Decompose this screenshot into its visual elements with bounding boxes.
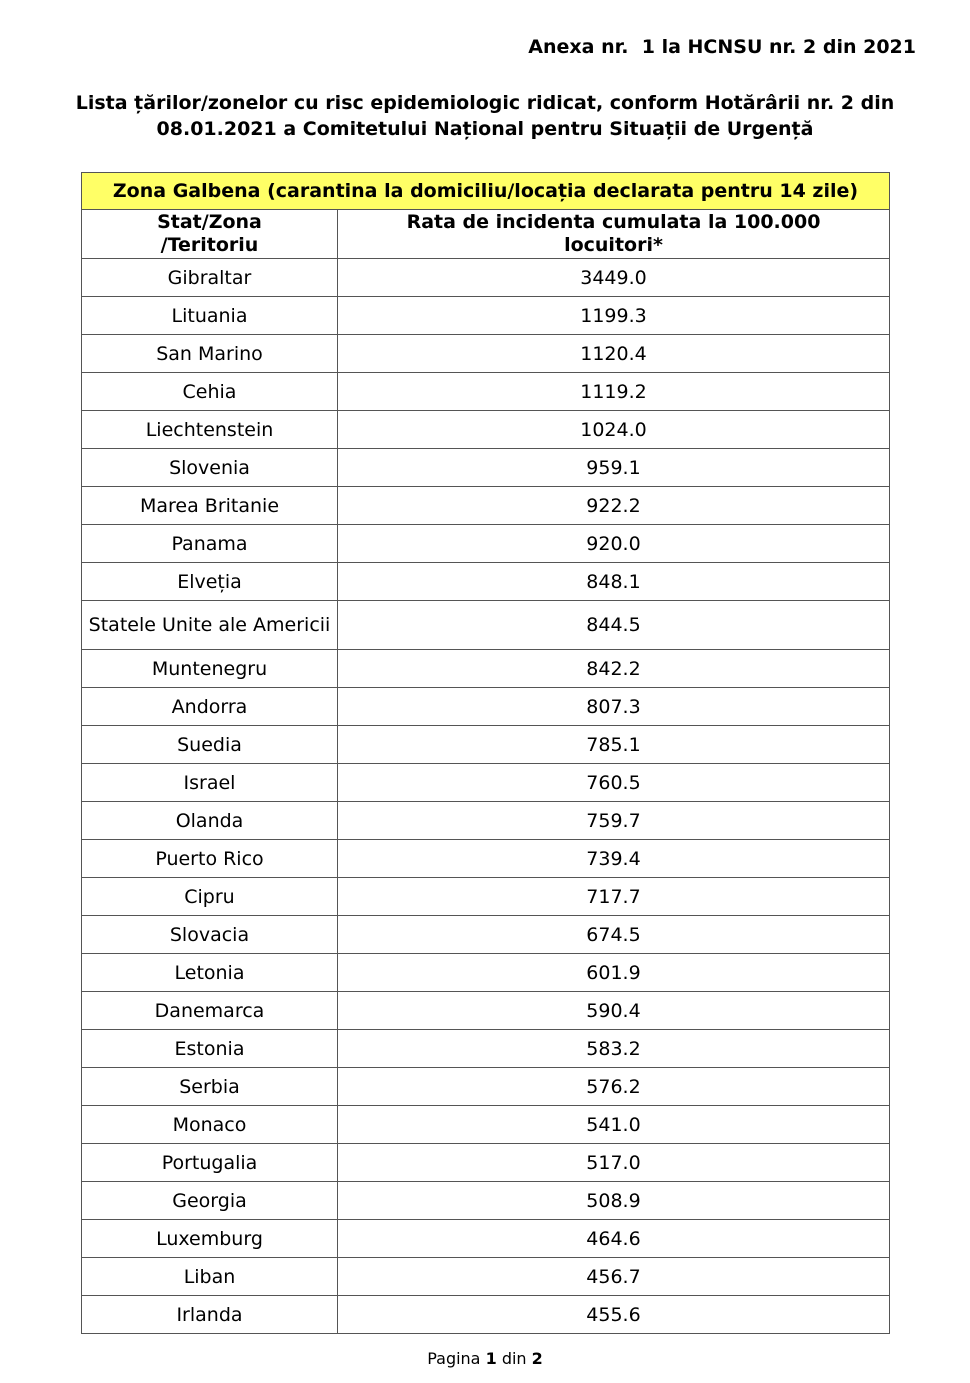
country-cell: Monaco bbox=[82, 1106, 338, 1144]
rate-cell: 717.7 bbox=[338, 878, 890, 916]
country-cell: Luxemburg bbox=[82, 1220, 338, 1258]
rate-cell: 760.5 bbox=[338, 764, 890, 802]
country-cell: Slovenia bbox=[82, 449, 338, 487]
rate-cell: 959.1 bbox=[338, 449, 890, 487]
rate-cell: 739.4 bbox=[338, 840, 890, 878]
table-row bbox=[82, 1258, 890, 1296]
table-row bbox=[82, 525, 890, 563]
table-row bbox=[82, 1182, 890, 1220]
document-title-line-2: 08.01.2021 a Comitetului Național pentru Situații de Urgență bbox=[156, 118, 814, 140]
table-row bbox=[82, 373, 890, 411]
table-row bbox=[82, 878, 890, 916]
table-row bbox=[82, 563, 890, 601]
table-row bbox=[82, 726, 890, 764]
table-row bbox=[82, 1144, 890, 1182]
table-row bbox=[82, 411, 890, 449]
rate-cell: 456.7 bbox=[338, 1258, 890, 1296]
rate-cell: 807.3 bbox=[338, 688, 890, 726]
table-row bbox=[82, 992, 890, 1030]
footer-page-current: 1 bbox=[485, 1349, 497, 1368]
country-cell: Estonia bbox=[82, 1030, 338, 1068]
country-cell: Olanda bbox=[82, 802, 338, 840]
rate-cell: 674.5 bbox=[338, 916, 890, 954]
rate-cell: 590.4 bbox=[338, 992, 890, 1030]
table-row bbox=[82, 802, 890, 840]
country-cell: Danemarca bbox=[82, 992, 338, 1030]
table-row bbox=[82, 954, 890, 992]
rate-cell: 844.5 bbox=[338, 601, 890, 650]
column-header-rate-line-1: Rata de incidenta cumulata la 100.000 bbox=[406, 211, 821, 233]
rate-cell: 508.9 bbox=[338, 1182, 890, 1220]
country-cell: Andorra bbox=[82, 688, 338, 726]
footer-page-word: Pagina bbox=[427, 1349, 481, 1368]
country-cell: Slovacia bbox=[82, 916, 338, 954]
rate-cell: 464.6 bbox=[338, 1220, 890, 1258]
country-cell: Suedia bbox=[82, 726, 338, 764]
annex-label: Anexa nr. 1 la HCNSU nr. 2 din 2021 bbox=[528, 36, 916, 58]
table-row bbox=[82, 601, 890, 650]
table-row bbox=[82, 487, 890, 525]
zone-title: Zona Galbena (carantina la domiciliu/locația declarata pentru 14 zile) bbox=[82, 173, 890, 210]
column-header-country-line-1: Stat/Zona bbox=[157, 211, 262, 233]
country-cell: Portugalia bbox=[82, 1144, 338, 1182]
country-cell: Lituania bbox=[82, 297, 338, 335]
country-cell: Liban bbox=[82, 1258, 338, 1296]
country-cell: Israel bbox=[82, 764, 338, 802]
rate-cell: 1119.2 bbox=[338, 373, 890, 411]
rate-cell: 601.9 bbox=[338, 954, 890, 992]
country-cell: Panama bbox=[82, 525, 338, 563]
country-cell: Georgia bbox=[82, 1182, 338, 1220]
rate-cell: 848.1 bbox=[338, 563, 890, 601]
rate-cell: 842.2 bbox=[338, 650, 890, 688]
incidence-table bbox=[81, 172, 890, 1334]
footer-page-total: 2 bbox=[531, 1349, 543, 1368]
country-cell: Gibraltar bbox=[82, 259, 338, 297]
table-row bbox=[82, 449, 890, 487]
country-cell: Serbia bbox=[82, 1068, 338, 1106]
rate-cell: 583.2 bbox=[338, 1030, 890, 1068]
country-cell: Marea Britanie bbox=[82, 487, 338, 525]
rate-cell: 920.0 bbox=[338, 525, 890, 563]
country-cell: Irlanda bbox=[82, 1296, 338, 1334]
country-cell: San Marino bbox=[82, 335, 338, 373]
table-row bbox=[82, 1030, 890, 1068]
rate-cell: 517.0 bbox=[338, 1144, 890, 1182]
column-header-rate-line-2: locuitori* bbox=[564, 234, 663, 256]
rate-cell: 576.2 bbox=[338, 1068, 890, 1106]
country-cell: Letonia bbox=[82, 954, 338, 992]
footer-of-word: din bbox=[501, 1349, 527, 1368]
rate-cell: 785.1 bbox=[338, 726, 890, 764]
zone-title-row bbox=[82, 173, 890, 210]
document-title bbox=[40, 90, 930, 142]
rate-cell: 759.7 bbox=[338, 802, 890, 840]
table-row bbox=[82, 1106, 890, 1144]
table-row bbox=[82, 840, 890, 878]
country-cell: Muntenegru bbox=[82, 650, 338, 688]
rate-cell: 455.6 bbox=[338, 1296, 890, 1334]
rate-cell: 3449.0 bbox=[338, 259, 890, 297]
table-row bbox=[82, 764, 890, 802]
table-row bbox=[82, 688, 890, 726]
table-row bbox=[82, 259, 890, 297]
country-cell: Statele Unite ale Americii bbox=[82, 601, 338, 650]
column-header-rate bbox=[338, 210, 890, 259]
column-header-row bbox=[82, 210, 890, 259]
country-cell: Elveția bbox=[82, 563, 338, 601]
rate-cell: 1024.0 bbox=[338, 411, 890, 449]
document-title-line-1: Lista țărilor/zonelor cu risc epidemiologic ridicat, conform Hotărârii nr. 2 din bbox=[75, 92, 895, 114]
country-cell: Puerto Rico bbox=[82, 840, 338, 878]
page-footer bbox=[0, 1349, 970, 1368]
table-body bbox=[82, 259, 890, 1334]
table-row bbox=[82, 335, 890, 373]
column-header-country-line-2: /Teritoriu bbox=[160, 234, 259, 256]
rate-cell: 541.0 bbox=[338, 1106, 890, 1144]
table-row bbox=[82, 1296, 890, 1334]
table-row bbox=[82, 650, 890, 688]
table-row bbox=[82, 1068, 890, 1106]
rate-cell: 1120.4 bbox=[338, 335, 890, 373]
column-header-country bbox=[82, 210, 338, 259]
country-cell: Liechtenstein bbox=[82, 411, 338, 449]
rate-cell: 922.2 bbox=[338, 487, 890, 525]
table-row bbox=[82, 297, 890, 335]
country-cell: Cehia bbox=[82, 373, 338, 411]
table-row bbox=[82, 916, 890, 954]
rate-cell: 1199.3 bbox=[338, 297, 890, 335]
country-cell: Cipru bbox=[82, 878, 338, 916]
table-row bbox=[82, 1220, 890, 1258]
